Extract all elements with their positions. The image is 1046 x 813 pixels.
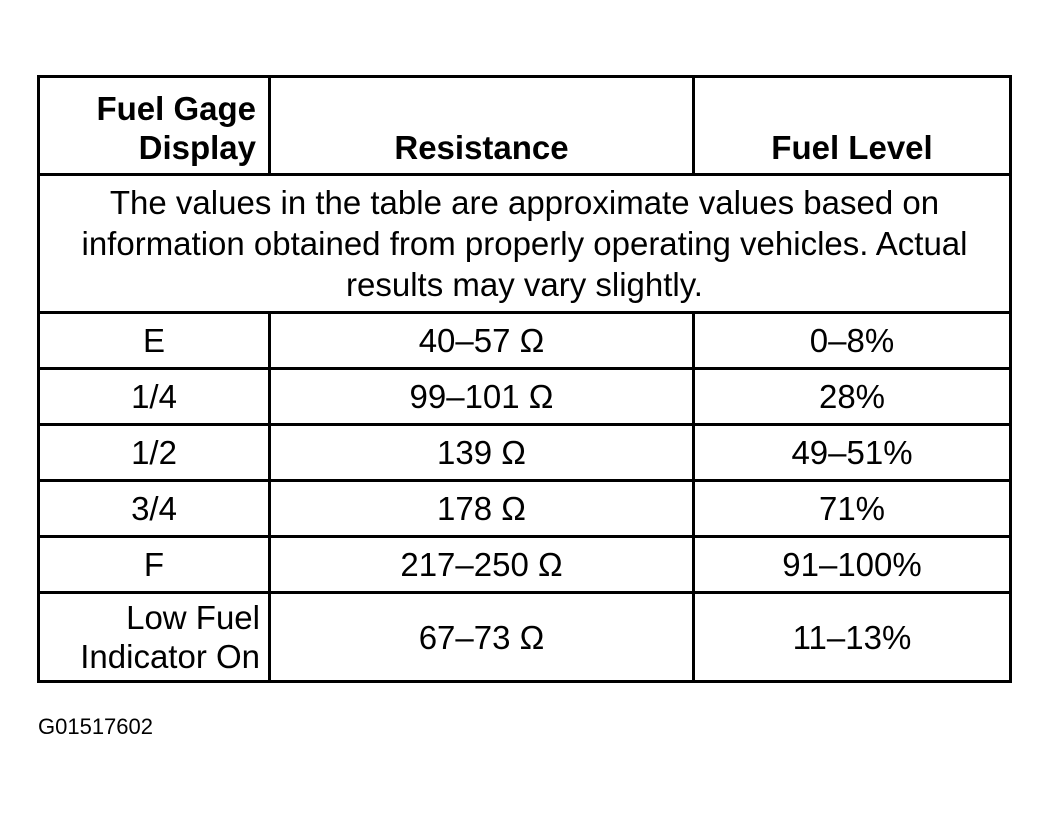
table-note-row — [39, 175, 1011, 313]
cell-resistance: 178 Ω — [270, 481, 694, 537]
cell-resistance: 99–101 Ω — [270, 369, 694, 425]
table-row — [39, 425, 1011, 481]
table-header-row — [39, 77, 1011, 175]
cell-resistance: 139 Ω — [270, 425, 694, 481]
table-row — [39, 481, 1011, 537]
table-note-text: The values in the table are approximate values based on information obtained from properly operating vehicles. Actual results may vary slightly. — [81, 184, 968, 303]
header-fuel-level: Fuel Level — [694, 77, 1011, 175]
table-row — [39, 369, 1011, 425]
header-fuel-gage-display: Fuel Gage Display — [39, 77, 270, 175]
cell-display: 3/4 — [39, 481, 270, 537]
fuel-gage-table — [37, 75, 1012, 683]
header-resistance: Resistance — [270, 77, 694, 175]
cell-fuel-level: 28% — [694, 369, 1011, 425]
cell-fuel-level: 71% — [694, 481, 1011, 537]
cell-fuel-level: 49–51% — [694, 425, 1011, 481]
cell-fuel-level: 11–13% — [694, 593, 1011, 682]
cell-resistance: 40–57 Ω — [270, 313, 694, 369]
cell-display: Low Fuel Indicator On — [39, 593, 270, 682]
table-row — [39, 593, 1011, 682]
table-row — [39, 313, 1011, 369]
cell-fuel-level: 91–100% — [694, 537, 1011, 593]
cell-display: F — [39, 537, 270, 593]
figure-id: G01517602 — [38, 714, 153, 739]
cell-display: 1/2 — [39, 425, 270, 481]
table-note — [39, 175, 1011, 313]
cell-resistance: 67–73 Ω — [270, 593, 694, 682]
table-row — [39, 537, 1011, 593]
cell-display: E — [39, 313, 270, 369]
cell-fuel-level: 0–8% — [694, 313, 1011, 369]
cell-display: 1/4 — [39, 369, 270, 425]
cell-resistance: 217–250 Ω — [270, 537, 694, 593]
